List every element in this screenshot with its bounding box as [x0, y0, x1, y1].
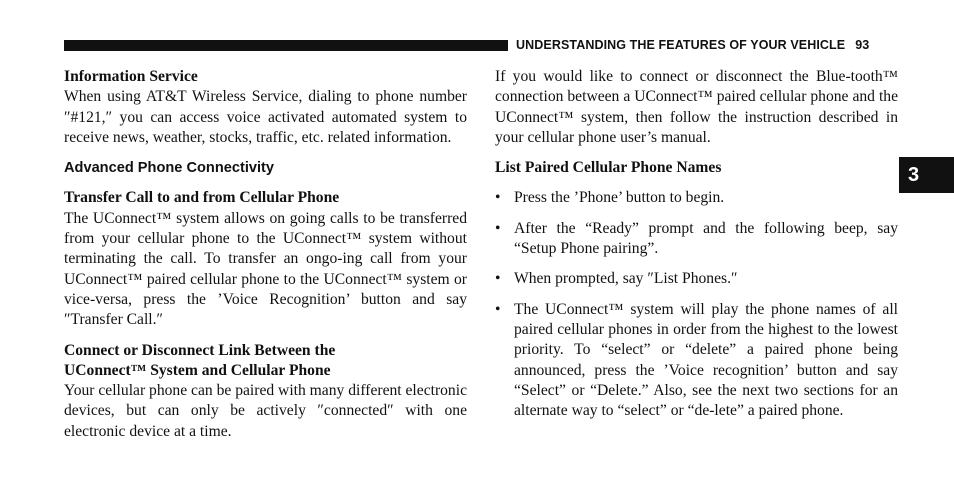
list-item: • Press the ’Phone’ button to begin.: [495, 188, 898, 208]
bluetooth-intro-body: If you would like to connect or disconnect the Blue-tooth™ connection between a UConnect™ paired cellular phone and the UConnect™ system, then follow the instruction described in your cellular phone user’s manual.: [495, 68, 898, 146]
advanced-connectivity-heading: Advanced Phone Connectivity: [64, 160, 275, 177]
header-rule: [64, 40, 508, 51]
bullet-icon: •: [495, 300, 501, 318]
list-item: • When prompted, say ″List Phones.″: [495, 269, 898, 289]
transfer-call-body: The UConnect™ system allows on going calls to be transferred from your cellular phone to the UConnect™ system without terminating the call. To transfer an ongo-ing call from your UConnect™ paired cellular phone to the UConnect™ system or vice-versa, press the ’Voice Recognition’ button and say ″Transfer Call.″: [64, 209, 467, 329]
bullet-icon: •: [495, 270, 501, 288]
page-number: 93: [855, 38, 870, 52]
bullet-icon: •: [495, 219, 501, 237]
list-item: • The UConnect™ system will play the phone names of all paired cellular phones in order from the highest to the lowest priority. To “select” or “delete” a paired phone being announced, press the ’Voice recognition’ button and say “Select” or “Delete.” Also, see the next two sections for an alternate way to “select” or “de-lete” a paired phone.: [495, 300, 898, 420]
info-service-heading: Information Service: [64, 68, 198, 85]
header-title: UNDERSTANDING THE FEATURES OF YOUR VEHICLE: [516, 38, 846, 52]
right-column: [495, 67, 898, 431]
info-service-body: When using AT&T Wireless Service, dialing to phone number ″#121,″ you can access voice activated automated system to receive news, weather, stocks, traffic, etc. related information.: [64, 88, 467, 146]
list-phones-heading: List Paired Cellular Phone Names: [495, 159, 722, 177]
connect-link-heading-line1: Connect or Disconnect Link Between the: [64, 341, 336, 359]
left-column: [64, 67, 467, 442]
connect-link-body: Your cellular phone can be paired with many different electronic devices, but can only be actively ″connected″ with one electronic device at a time.: [64, 382, 467, 440]
transfer-call-heading: Transfer Call to and from Cellular Phone: [64, 189, 340, 207]
instruction-list: [495, 188, 898, 421]
list-item: • After the “Ready” prompt and the following beep, say “Setup Phone pairing”.: [495, 219, 898, 258]
bullet-icon: •: [495, 189, 501, 207]
connect-link-heading-line2: UConnect™ System and Cellular Phone: [64, 361, 331, 379]
running-header: [516, 37, 900, 54]
chapter-tab: [899, 157, 954, 193]
chapter-tab-label: 3: [908, 163, 920, 186]
